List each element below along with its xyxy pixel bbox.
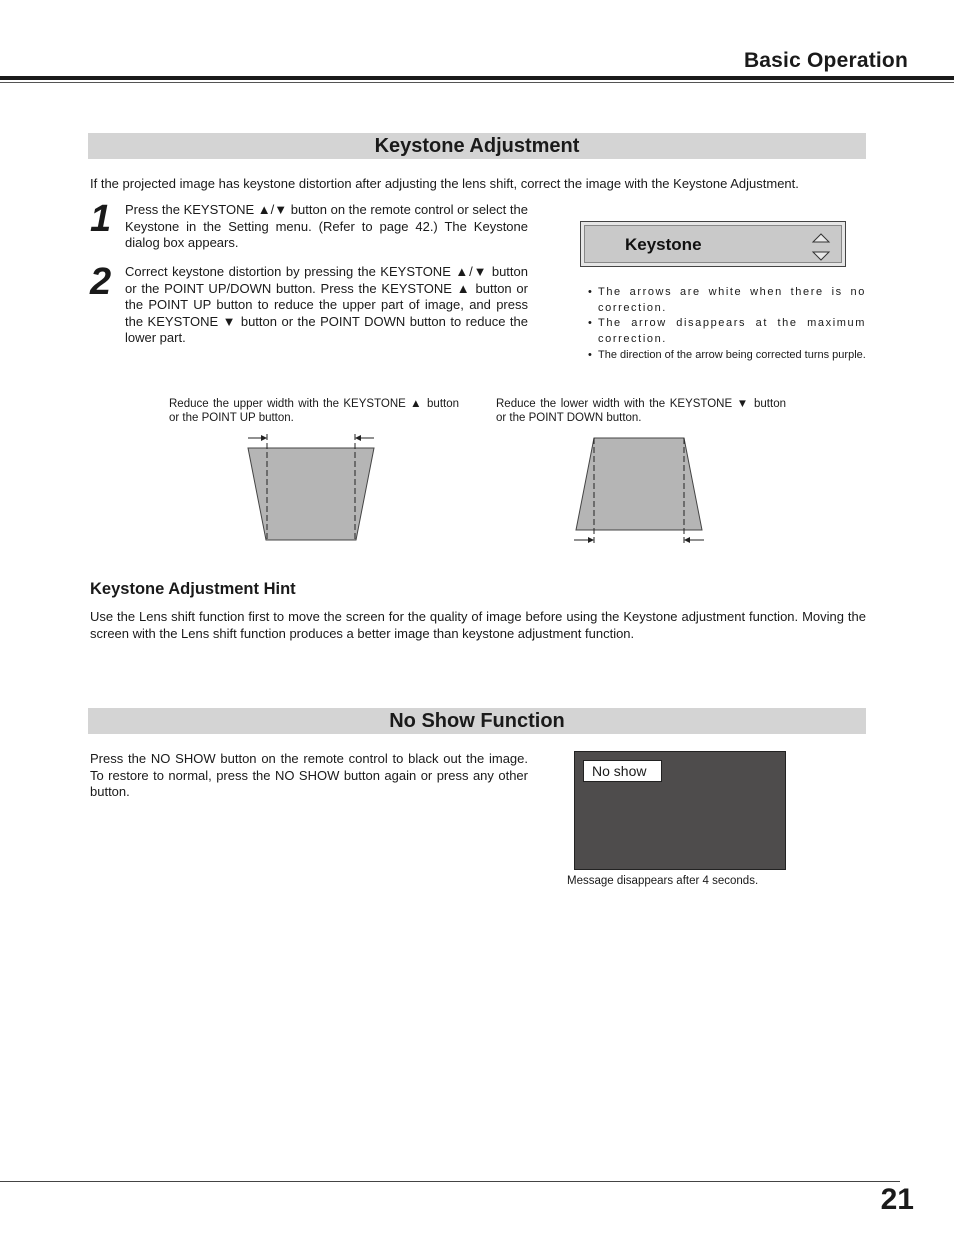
note-item: • The arrows are white when there is no correction. <box>588 286 866 314</box>
step-1-number: 1 <box>90 198 112 240</box>
footer-rule <box>0 1181 900 1182</box>
trapezoid-shape <box>576 438 702 530</box>
step-2-text: Correct keystone distortion by pressing the KEYSTONE ▲/▼ button or the POINT UP/DOWN button. Press the KEYSTONE ▲ button or the POINT UP button to reduce the upper part of image, and press the KEYSTONE ▼ button or the POINT DOWN button to reduce the lower part. <box>125 264 528 345</box>
noshow-section-title: No Show Function <box>88 708 866 734</box>
keystone-section-title: Keystone Adjustment <box>88 133 866 159</box>
diagram-lower-caption: Reduce the lower width with the KEYSTONE ▼ button or the POINT DOWN button. <box>496 398 786 424</box>
hint-title: Keystone Adjustment Hint <box>90 580 296 598</box>
noshow-screen <box>574 751 786 870</box>
noshow-label: No show <box>583 760 662 782</box>
keystone-notes <box>588 285 866 364</box>
keystone-dialog-label: Keystone <box>625 235 702 254</box>
step-2-number: 2 <box>90 261 112 303</box>
keystone-arrows-icon <box>811 231 831 263</box>
keystone-intro: If the projected image has keystone distortion after adjusting the lens shift, correct the image with the Keystone Adjustment. <box>90 176 799 191</box>
diagram-upper-reduce <box>240 428 382 548</box>
header-rule <box>0 76 954 80</box>
note-item: • The arrow disappears at the maximum correction. <box>588 317 866 346</box>
note-item: • The direction of the arrow being corrected turns purple. <box>588 348 866 361</box>
diagram-upper-caption: Reduce the upper width with the KEYSTONE ▲ button or the POINT UP button. <box>169 398 459 424</box>
header-title: Basic Operation <box>743 49 908 72</box>
diagram-lower-reduce <box>568 432 710 552</box>
noshow-caption: Message disappears after 4 seconds. <box>567 875 759 887</box>
header-rule-thin <box>0 82 954 83</box>
step-1-text: Press the KEYSTONE ▲/▼ button on the remote control or select the Keystone in the Setting menu. (Refer to page 42.) The Keystone dialog box appears. <box>125 202 528 250</box>
arrow-up-icon <box>813 234 829 242</box>
keystone-dialog <box>580 221 846 267</box>
noshow-text: Press the NO SHOW button on the remote control to black out the image. To restore to normal, press the NO SHOW button again or press any other button. <box>90 751 528 799</box>
page-number: 21 <box>880 1183 914 1216</box>
arrow-down-icon <box>813 252 829 260</box>
hint-text: Use the Lens shift function first to move the screen for the quality of image before using the Keystone adjustment function. Moving the screen with the Lens shift function produces a better image than keystone adjustment function. <box>90 609 866 641</box>
